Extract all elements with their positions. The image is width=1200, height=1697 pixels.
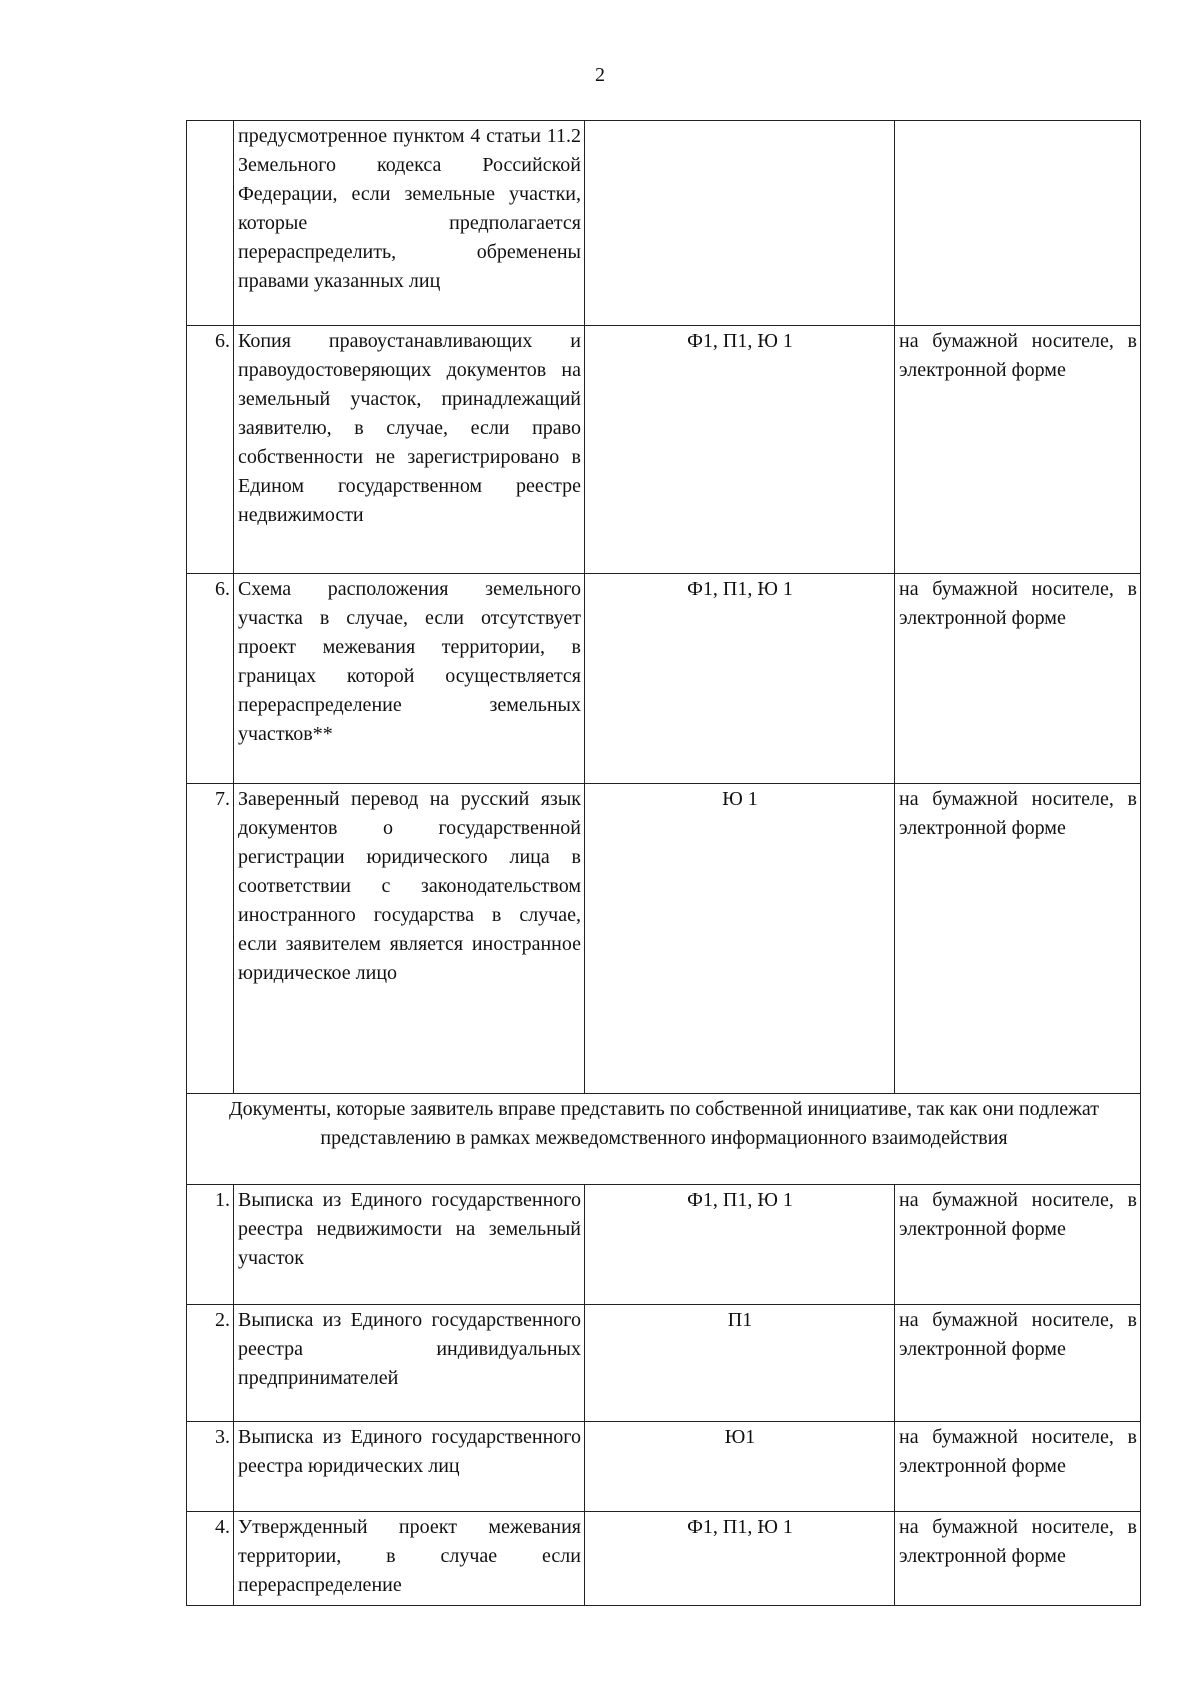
submission-form xyxy=(895,121,1141,326)
table-row xyxy=(187,121,1141,326)
document-name: предусмотренное пунктом 4 статьи 11.2 Земельного кодекса Российской Федерации, если земельные участки, которые предполагается перераспределить, обременены правами указанных лиц xyxy=(234,121,585,326)
table-row xyxy=(187,574,1141,784)
table-row xyxy=(187,1305,1141,1422)
section-heading-row xyxy=(187,1094,1141,1185)
document-name: Копия правоустанавливающих и правоудостоверяющих документов на земельный участок, принадлежащий заявителю, в случае, если право собственности не зарегистрировано в Едином государственном реестре недвижимости xyxy=(234,326,585,574)
document-name: Утвержденный проект межевания территории, в случае если перераспределение xyxy=(234,1512,585,1606)
applicant-category: П1 xyxy=(585,1305,895,1422)
table-row xyxy=(187,784,1141,1094)
page-number: 2 xyxy=(595,64,605,86)
submission-form: на бумажной носителе, в электронной форме xyxy=(895,1185,1141,1305)
applicant-category xyxy=(585,121,895,326)
applicant-category: Ф1, П1, Ю 1 xyxy=(585,574,895,784)
document-name: Выписка из Единого государственного реестра юридических лиц xyxy=(234,1422,585,1512)
row-number: 7. xyxy=(187,784,234,1094)
submission-form: на бумажной носителе, в электронной форме xyxy=(895,326,1141,574)
applicant-category: Ю 1 xyxy=(585,784,895,1094)
row-number: 1. xyxy=(187,1185,234,1305)
applicant-category: Ю1 xyxy=(585,1422,895,1512)
applicant-category: Ф1, П1, Ю 1 xyxy=(585,1185,895,1305)
document-name: Заверенный перевод на русский язык документов о государственной регистрации юридического лица в соответствии с законодательством иностранного государства в случае, если заявителем является иностранное юридическое лицо xyxy=(234,784,585,1094)
row-number: 4. xyxy=(187,1512,234,1606)
table-row xyxy=(187,1185,1141,1305)
document-name: Выписка из Единого государственного реестра недвижимости на земельный участок xyxy=(234,1185,585,1305)
submission-form: на бумажной носителе, в электронной форме xyxy=(895,574,1141,784)
submission-form: на бумажной носителе, в электронной форме xyxy=(895,1305,1141,1422)
section-heading: Документы, которые заявитель вправе представить по собственной инициативе, так как они подлежат представлению в рамках межведомственного информационного взаимодействия xyxy=(187,1094,1141,1185)
row-number: 3. xyxy=(187,1422,234,1512)
submission-form: на бумажной носителе, в электронной форме xyxy=(895,1422,1141,1512)
applicant-category: Ф1, П1, Ю 1 xyxy=(585,1512,895,1606)
table-row xyxy=(187,1422,1141,1512)
row-number: 6. xyxy=(187,326,234,574)
table-row xyxy=(187,1512,1141,1606)
document-name: Схема расположения земельного участка в случае, если отсутствует проект межевания территории, в границах которой осуществляется перераспределение земельных участков** xyxy=(234,574,585,784)
table-row xyxy=(187,326,1141,574)
documents-table xyxy=(186,120,1141,1606)
applicant-category: Ф1, П1, Ю 1 xyxy=(585,326,895,574)
submission-form: на бумажной носителе, в электронной форме xyxy=(895,784,1141,1094)
row-number: 2. xyxy=(187,1305,234,1422)
submission-form: на бумажной носителе, в электронной форме xyxy=(895,1512,1141,1606)
row-number xyxy=(187,121,234,326)
row-number: 6. xyxy=(187,574,234,784)
document-name: Выписка из Единого государственного реестра индивидуальных предпринимателей xyxy=(234,1305,585,1422)
